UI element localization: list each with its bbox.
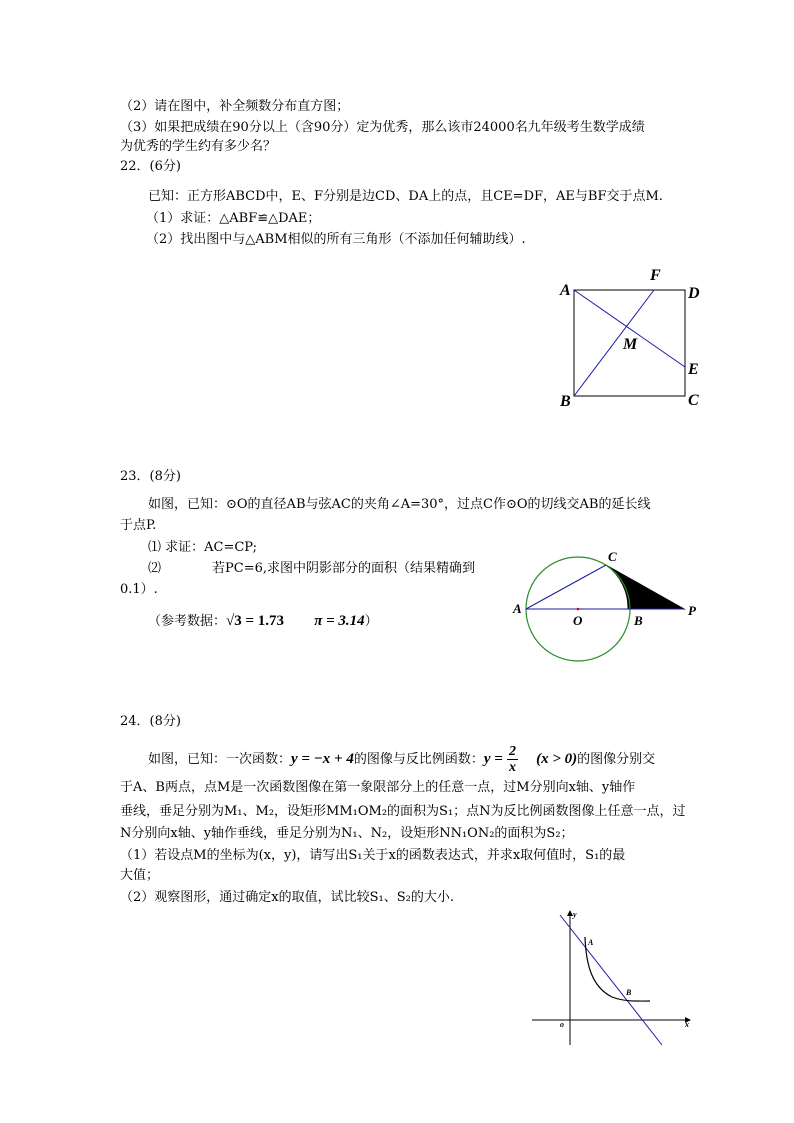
q23-given-line2: 于点P. bbox=[120, 518, 157, 533]
label-p: P bbox=[688, 603, 696, 618]
frac-den: x bbox=[508, 760, 516, 775]
ref-label: （参考数据： bbox=[148, 614, 227, 629]
q22-square-figure bbox=[550, 262, 720, 412]
ref-sqrt3: √3 = 1.73 bbox=[226, 613, 285, 629]
q24-func2-cond: (x > 0) bbox=[536, 751, 578, 767]
chord-ac bbox=[526, 565, 606, 609]
label-a: A bbox=[588, 938, 594, 947]
label-a: A bbox=[513, 601, 522, 616]
label-b: B bbox=[560, 393, 571, 410]
q24-func1: y = −x + 4 bbox=[291, 751, 354, 767]
q24-func2-lhs: y = bbox=[483, 751, 503, 767]
q22-part1: （1）求证：△ABF≌△DAE； bbox=[146, 211, 321, 226]
segment-ae bbox=[574, 290, 685, 367]
label-a: A bbox=[560, 282, 571, 299]
q24-header: 24．(8分) bbox=[120, 714, 181, 729]
q24-line4: N分别向x轴、y轴作垂线，垂足分别为N₁、N₂，设矩形NN₁ON₂的面积为S₂； bbox=[120, 826, 574, 841]
q22-header: 22．(6分) bbox=[120, 159, 181, 174]
segment-bf bbox=[574, 290, 654, 396]
q24-part2: （2）观察图形，通过确定x的取值，试比较S₁、S₂的大小. bbox=[120, 890, 454, 905]
label-origin: o bbox=[560, 1020, 564, 1029]
inverse-function-curve bbox=[585, 937, 650, 1001]
q24-part1-line1: （1）若设点M的坐标为(x，y)，请写出S₁关于x的函数表达式，并求x取何值时，S₁的最 bbox=[120, 848, 626, 863]
center-dot bbox=[577, 608, 580, 611]
frac-num: 2 bbox=[508, 744, 516, 759]
label-c: C bbox=[608, 549, 617, 564]
label-x: x bbox=[685, 1020, 689, 1029]
q24-intro-c: 的图像分别交 bbox=[577, 752, 656, 767]
q24-line2: 于A、B两点，点M是一次函数图像在第一象限部分上的任意一点，过M分别向x轴、y轴作 bbox=[120, 780, 636, 795]
q22-given: 已知：正方形ABCD中，E、F分别是边CD、DA上的点，且CE=DF，AE与BF交于点M. bbox=[148, 189, 663, 204]
q23-part2-num: ⑵ bbox=[148, 561, 162, 576]
label-m: M bbox=[623, 336, 638, 353]
q23-part2-cont: 0.1）. bbox=[120, 582, 158, 597]
label-b: B bbox=[634, 613, 643, 628]
q23-header: 23．(8分) bbox=[120, 469, 181, 484]
q24-intro-b: 的图像与反比例函数： bbox=[353, 752, 484, 767]
ref-pi: π = 3.14 bbox=[314, 613, 365, 629]
q24-graph-figure bbox=[530, 905, 700, 1050]
label-e: E bbox=[688, 361, 699, 378]
label-y: y bbox=[573, 910, 577, 919]
q22-part2: （2）找出图中与△ABM相似的所有三角形（不添加任何辅助线）. bbox=[146, 232, 526, 247]
q24-line3: 垂线，垂足分别为M₁、M₂，设矩形MM₁OM₂的面积为S₁；点N为反比例函数图像上任意一点，过 bbox=[120, 804, 686, 819]
linear-function-line bbox=[560, 915, 662, 1045]
q24-func2-frac bbox=[507, 744, 518, 775]
q23-circle-figure bbox=[508, 545, 708, 670]
label-b: B bbox=[626, 988, 632, 997]
q23-given-line1: 如图，已知：⊙O的直径AB与弦AC的夹角∠A=30°，过点C作⊙O的切线交AB的延长线 bbox=[148, 497, 651, 512]
label-o: O bbox=[573, 613, 583, 628]
q24-intro-a: 如图，已知：一次函数： bbox=[148, 752, 292, 767]
q21-part3-line1: （3）如果把成绩在90分以上（含90分）定为优秀，那么该市24000名九年级考生数学成绩 bbox=[120, 120, 645, 135]
q24-intro bbox=[148, 742, 655, 777]
label-c: C bbox=[688, 392, 699, 409]
shaded-region bbox=[606, 565, 684, 609]
q24-part1-line2: 大值； bbox=[120, 868, 160, 883]
ref-close: ） bbox=[364, 614, 378, 629]
q21-part3-line2: 为优秀的学生约有多少名？ bbox=[120, 139, 277, 154]
q21-part2: （2）请在图中，补全频数分布直方图； bbox=[120, 99, 350, 114]
q23-part1: ⑴ 求证：AC=CP; bbox=[148, 540, 257, 555]
label-d: D bbox=[688, 285, 700, 302]
label-f: F bbox=[650, 267, 661, 284]
q23-part2-text: 若PC=6,求图中阴影部分的面积（结果精确到 bbox=[212, 561, 475, 576]
q23-reference bbox=[148, 612, 378, 631]
